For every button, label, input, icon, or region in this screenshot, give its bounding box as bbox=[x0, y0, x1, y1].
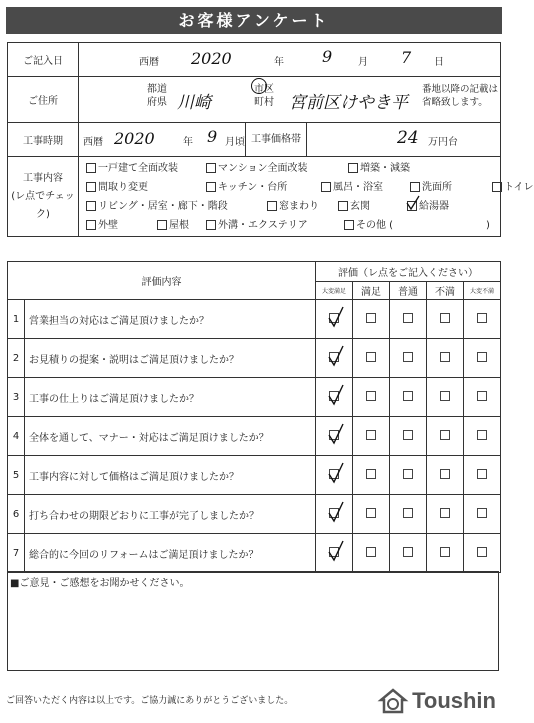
rating-cell[interactable] bbox=[427, 417, 464, 456]
work-option-label: トイレ bbox=[504, 181, 534, 193]
rating-checkbox-checked[interactable] bbox=[329, 313, 339, 323]
scale-header: 大変不満 bbox=[464, 282, 501, 300]
work-option[interactable] bbox=[206, 217, 308, 235]
rating-checkbox[interactable] bbox=[440, 391, 450, 401]
evaluation-table bbox=[7, 261, 501, 573]
rating-cell[interactable] bbox=[316, 495, 353, 534]
rating-cell[interactable] bbox=[464, 300, 501, 339]
work-period-label: 工事時期 bbox=[8, 123, 79, 157]
checkbox[interactable] bbox=[86, 163, 96, 173]
checkbox[interactable] bbox=[206, 163, 216, 173]
work-option[interactable] bbox=[407, 198, 449, 216]
rating-checkbox-checked[interactable] bbox=[329, 430, 339, 440]
checkbox[interactable] bbox=[206, 220, 216, 230]
rating-checkbox[interactable] bbox=[403, 352, 413, 362]
scale-header: 満足 bbox=[353, 282, 390, 300]
work-period-era: 西暦 bbox=[83, 137, 103, 148]
work-content-options[interactable] bbox=[79, 157, 534, 237]
work-content-label: 工事内容 bbox=[23, 172, 63, 184]
price-band-label: 工事価格帯 bbox=[245, 123, 307, 156]
work-period-field[interactable] bbox=[79, 123, 501, 157]
rating-checkbox[interactable] bbox=[477, 430, 487, 440]
rating-checkbox-checked[interactable] bbox=[329, 547, 339, 557]
rating-cell[interactable] bbox=[464, 534, 501, 573]
rating-checkbox[interactable] bbox=[366, 547, 376, 557]
rating-checkbox[interactable] bbox=[477, 469, 487, 479]
work-option-label: キッチン・台所 bbox=[218, 181, 288, 193]
work-option[interactable] bbox=[492, 179, 534, 197]
work-year: 2020 bbox=[114, 129, 155, 148]
checkbox[interactable] bbox=[267, 201, 277, 211]
checkbox[interactable] bbox=[206, 182, 216, 192]
rating-checkbox[interactable] bbox=[440, 547, 450, 557]
question-text: 工事内容に対して価格はご満足頂けましたか？ bbox=[25, 456, 316, 495]
brand-logo bbox=[378, 686, 496, 716]
fill-date-year-unit: 年 bbox=[274, 57, 284, 68]
rating-cell[interactable] bbox=[427, 495, 464, 534]
fill-date-field[interactable] bbox=[79, 43, 501, 77]
address-field[interactable] bbox=[79, 77, 501, 123]
rating-cell[interactable] bbox=[316, 417, 353, 456]
fill-date-month-unit: 月 bbox=[358, 57, 368, 68]
work-option-label: その他 ( bbox=[356, 219, 394, 231]
rating-cell[interactable] bbox=[390, 534, 427, 573]
question-number: 5 bbox=[8, 456, 25, 495]
rating-cell[interactable] bbox=[353, 378, 390, 417]
work-option-label: 外壁 bbox=[98, 219, 118, 231]
rating-cell[interactable] bbox=[390, 495, 427, 534]
rating-checkbox-checked[interactable] bbox=[329, 391, 339, 401]
question-number: 3 bbox=[8, 378, 25, 417]
rating-cell[interactable] bbox=[353, 339, 390, 378]
rating-cell[interactable] bbox=[316, 378, 353, 417]
checkbox[interactable] bbox=[157, 220, 167, 230]
rating-checkbox[interactable] bbox=[440, 313, 450, 323]
rating-cell[interactable] bbox=[390, 300, 427, 339]
question-text: お見積りの提案・説明はご満足頂けましたか？ bbox=[25, 339, 316, 378]
rating-checkbox[interactable] bbox=[477, 547, 487, 557]
work-option-label: 窓まわり bbox=[279, 200, 319, 212]
rating-cell[interactable] bbox=[464, 456, 501, 495]
fill-date-day: 7 bbox=[401, 48, 412, 67]
question-text: 総合的に今回のリフォームはご満足頂けましたか？ bbox=[25, 534, 316, 573]
work-option[interactable] bbox=[86, 160, 178, 178]
rating-cell[interactable] bbox=[316, 534, 353, 573]
address-label: ご住所 bbox=[8, 77, 79, 123]
checkbox[interactable] bbox=[86, 220, 96, 230]
work-option[interactable] bbox=[321, 179, 383, 197]
work-option[interactable] bbox=[206, 160, 308, 178]
work-option[interactable] bbox=[157, 217, 189, 235]
work-option-label: 増築・減築 bbox=[360, 162, 410, 174]
checkbox[interactable] bbox=[86, 182, 96, 192]
work-content-label-cell bbox=[8, 157, 79, 237]
checkbox-checked[interactable] bbox=[407, 201, 417, 211]
rating-cell[interactable] bbox=[427, 378, 464, 417]
rating-cell[interactable] bbox=[353, 495, 390, 534]
work-option-label: 風呂・浴室 bbox=[333, 181, 383, 193]
question-row bbox=[8, 378, 501, 417]
comments-label: ■ご意見・ご感想をお聞かせください。 bbox=[10, 578, 190, 589]
rating-checkbox[interactable] bbox=[477, 313, 487, 323]
scale-header: 大変満足 bbox=[316, 282, 353, 300]
eval-header-rating: 評価（レ点をご記入ください） bbox=[316, 262, 501, 282]
work-month: 9 bbox=[207, 127, 218, 146]
rating-cell[interactable] bbox=[316, 300, 353, 339]
pref-label: 都道 府県 bbox=[147, 84, 167, 108]
work-option[interactable] bbox=[86, 217, 118, 235]
fill-date-day-unit: 日 bbox=[434, 57, 444, 68]
rating-checkbox[interactable] bbox=[403, 430, 413, 440]
footer-text: ご回答いただく内容は以上です。ご協力誠にありがとうございました。 bbox=[6, 696, 294, 706]
work-content-sublabel: (レ点でチェック) bbox=[11, 190, 75, 220]
rating-cell[interactable] bbox=[427, 300, 464, 339]
rating-checkbox[interactable] bbox=[440, 430, 450, 440]
rating-cell[interactable] bbox=[464, 378, 501, 417]
work-option[interactable] bbox=[348, 160, 410, 178]
work-option-label: 間取り変更 bbox=[98, 181, 148, 193]
house-logo-icon bbox=[378, 686, 408, 716]
work-option-label: 給湯器 bbox=[419, 200, 449, 212]
checkbox[interactable] bbox=[348, 163, 358, 173]
rating-checkbox-checked[interactable] bbox=[329, 352, 339, 362]
page-title: お客様アンケート bbox=[6, 7, 502, 34]
question-number: 2 bbox=[8, 339, 25, 378]
other-close-paren: ) bbox=[486, 219, 490, 231]
rating-checkbox[interactable] bbox=[440, 469, 450, 479]
work-month-unit: 月頃 bbox=[225, 137, 245, 148]
checkbox[interactable] bbox=[344, 220, 354, 230]
question-number: 1 bbox=[8, 300, 25, 339]
rating-cell[interactable] bbox=[353, 417, 390, 456]
rating-cell[interactable] bbox=[464, 339, 501, 378]
fill-date-era: 西暦 bbox=[139, 57, 159, 68]
checkbox[interactable] bbox=[86, 201, 96, 211]
comments-box[interactable] bbox=[7, 571, 499, 671]
rating-cell[interactable] bbox=[316, 456, 353, 495]
checkbox[interactable] bbox=[338, 201, 348, 211]
question-row bbox=[8, 456, 501, 495]
eval-header-content: 評価内容 bbox=[8, 262, 316, 300]
checkbox[interactable] bbox=[321, 182, 331, 192]
question-number: 4 bbox=[8, 417, 25, 456]
rating-checkbox[interactable] bbox=[366, 313, 376, 323]
work-option[interactable] bbox=[338, 198, 370, 216]
checkbox[interactable] bbox=[410, 182, 420, 192]
work-year-unit: 年 bbox=[183, 137, 193, 148]
question-text: 打ち合わせの期限どおりに工事が完了しましたか？ bbox=[25, 495, 316, 534]
city-circle-mark bbox=[251, 78, 267, 94]
work-option-label: 屋根 bbox=[169, 219, 189, 231]
brand-name: Toushin bbox=[412, 688, 496, 713]
address-note: 番地以降の記載は省略致します。 bbox=[422, 84, 499, 108]
rating-cell[interactable] bbox=[390, 339, 427, 378]
rating-checkbox[interactable] bbox=[477, 352, 487, 362]
rating-checkbox[interactable] bbox=[366, 391, 376, 401]
fill-date-year: 2020 bbox=[191, 49, 232, 68]
rating-cell[interactable] bbox=[427, 456, 464, 495]
rating-checkbox-checked[interactable] bbox=[329, 469, 339, 479]
rating-checkbox[interactable] bbox=[366, 469, 376, 479]
rating-cell[interactable] bbox=[353, 534, 390, 573]
question-text: 営業担当の対応はご満足頂けましたか？ bbox=[25, 300, 316, 339]
info-table bbox=[7, 42, 534, 237]
rating-cell[interactable] bbox=[353, 456, 390, 495]
price-band-unit: 万円台 bbox=[428, 137, 458, 148]
fill-date-month: 9 bbox=[322, 47, 333, 66]
city-label: 市区 町村 bbox=[254, 84, 274, 108]
question-row bbox=[8, 534, 501, 573]
question-row bbox=[8, 495, 501, 534]
question-text: 工事の仕上りはご満足頂けましたか？ bbox=[25, 378, 316, 417]
rating-cell[interactable] bbox=[427, 534, 464, 573]
rating-cell[interactable] bbox=[390, 417, 427, 456]
rating-cell[interactable] bbox=[427, 339, 464, 378]
work-option-label: マンション全面改装 bbox=[218, 162, 308, 174]
city-value: 宮前区けやき平 bbox=[289, 93, 408, 113]
work-option-label: 外溝・エクステリア bbox=[218, 219, 308, 231]
work-option[interactable] bbox=[206, 179, 287, 197]
work-option[interactable] bbox=[267, 198, 319, 216]
work-option[interactable] bbox=[344, 217, 393, 235]
scale-header: 普通 bbox=[390, 282, 427, 300]
rating-cell[interactable] bbox=[390, 456, 427, 495]
price-band-value: 24 bbox=[397, 128, 419, 148]
rating-cell[interactable] bbox=[353, 300, 390, 339]
question-text: 全体を通して、マナー・対応はご満足頂けましたか？ bbox=[25, 417, 316, 456]
work-option[interactable] bbox=[86, 179, 148, 197]
rating-checkbox[interactable] bbox=[403, 547, 413, 557]
work-option-label: 一戸建て全面改装 bbox=[98, 162, 178, 174]
scale-header: 不満 bbox=[427, 282, 464, 300]
work-option-label: 洗面所 bbox=[422, 181, 452, 193]
question-number: 6 bbox=[8, 495, 25, 534]
fill-date-label: ご記入日 bbox=[8, 43, 79, 77]
work-option[interactable] bbox=[86, 198, 228, 216]
rating-checkbox[interactable] bbox=[477, 391, 487, 401]
rating-checkbox[interactable] bbox=[403, 313, 413, 323]
rating-checkbox[interactable] bbox=[440, 352, 450, 362]
rating-cell[interactable] bbox=[390, 378, 427, 417]
rating-checkbox[interactable] bbox=[440, 508, 450, 518]
question-number: 7 bbox=[8, 534, 25, 573]
question-row bbox=[8, 339, 501, 378]
rating-cell[interactable] bbox=[464, 495, 501, 534]
rating-checkbox[interactable] bbox=[403, 391, 413, 401]
question-row bbox=[8, 417, 501, 456]
rating-checkbox-checked[interactable] bbox=[329, 508, 339, 518]
question-row bbox=[8, 300, 501, 339]
rating-cell[interactable] bbox=[316, 339, 353, 378]
pref-value: 川崎 bbox=[177, 93, 211, 113]
rating-checkbox[interactable] bbox=[366, 430, 376, 440]
rating-checkbox[interactable] bbox=[403, 469, 413, 479]
rating-checkbox[interactable] bbox=[477, 508, 487, 518]
rating-cell[interactable] bbox=[464, 417, 501, 456]
rating-checkbox[interactable] bbox=[403, 508, 413, 518]
checkbox[interactable] bbox=[492, 182, 502, 192]
rating-checkbox[interactable] bbox=[366, 352, 376, 362]
work-option-label: 玄関 bbox=[350, 200, 370, 212]
work-option-label: リビング・居室・廊下・階段 bbox=[98, 200, 228, 212]
rating-checkbox[interactable] bbox=[366, 508, 376, 518]
